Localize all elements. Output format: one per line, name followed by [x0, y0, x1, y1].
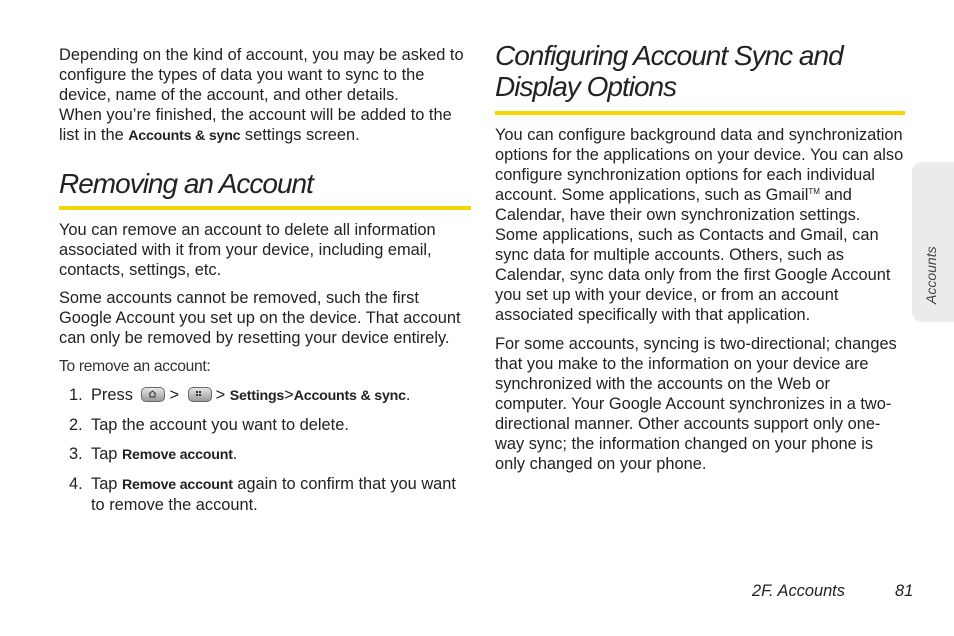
- remove-paragraph-1: You can remove an account to delete all information associated with it from your device, including email, contacts, settings, etc.: [59, 221, 436, 279]
- removing-account-heading: Removing an Account: [59, 168, 313, 199]
- sync-paragraph-2: Some applications, such as Contacts and Gmail, can sync data for multiple accounts. Others, such as Calendar, sync data only from the first Google Account you set up with your device, or from an account associated specifically with that application.: [495, 226, 891, 324]
- paragraph-text: and Calendar, have their own synchronization settings.: [495, 186, 861, 224]
- section-side-tab: [912, 162, 954, 322]
- intro-paragraph-2: [59, 105, 471, 146]
- left-column: [59, 45, 471, 515]
- step-separator: >: [169, 386, 180, 404]
- step-text: Tap the account you want to delete.: [91, 416, 349, 434]
- home-key-icon: [141, 387, 165, 402]
- step-separator: >: [284, 386, 294, 404]
- trademark-mark: TM: [808, 187, 820, 196]
- accounts-sync-label: Accounts & sync: [128, 128, 241, 144]
- step-separator: >: [215, 386, 226, 404]
- list-item: [59, 444, 471, 465]
- list-item: [59, 415, 471, 435]
- menu-key-icon: [188, 387, 212, 402]
- step-text: Press: [91, 386, 133, 404]
- remove-account-label: Remove account: [121, 447, 233, 463]
- list-item: [59, 385, 471, 406]
- step-number: 1.: [69, 386, 83, 404]
- step-number: 2.: [69, 416, 83, 434]
- configuring-sync-heading: Configuring Account Sync and Display Options: [495, 40, 843, 102]
- intro-text-end: settings screen.: [240, 126, 360, 144]
- remove-paragraph-2: Some accounts cannot be removed, such the first Google Account you set up on the device. That account can only be removed by resetting your device entirely.: [59, 289, 461, 347]
- intro-text: When you’re finished, the account will be added to the list in the: [59, 106, 452, 144]
- intro-paragraph-1: Depending on the kind of account, you may be asked to configure the types of data you want to sync to the device, name of the account, and other details.: [59, 46, 464, 104]
- step-number: 3.: [69, 445, 83, 463]
- step-end: again to confirm that you want to remove the account.: [91, 475, 456, 514]
- footer-section-label: 2F. Accounts: [752, 582, 845, 600]
- page-number: 81: [895, 582, 914, 600]
- step-number: 4.: [69, 475, 83, 493]
- accounts-sync-label: Accounts & sync: [293, 388, 406, 404]
- step-end: .: [232, 445, 238, 463]
- right-column: [495, 40, 905, 474]
- step-end: .: [405, 386, 411, 404]
- remove-account-label: Remove account: [121, 477, 233, 493]
- step-text: Tap: [91, 445, 122, 463]
- settings-label: Settings: [229, 388, 285, 404]
- list-item: [59, 474, 471, 515]
- step-text: Tap: [91, 475, 122, 493]
- heading-rule: [59, 206, 471, 210]
- sync-paragraph-1: [495, 125, 905, 225]
- steps-list: [59, 385, 471, 515]
- paragraph-text: You can configure background data and synchronization options for the applications on your device. You can also configure synchronization options for each individual account. Some applications, such as Gmail: [495, 126, 904, 204]
- heading-rule: [495, 111, 905, 115]
- side-tab-label: Accounts: [923, 246, 939, 304]
- procedure-intro: To remove an account:: [59, 358, 211, 375]
- sync-paragraph-3: For some accounts, syncing is two-directional; changes that you make to the information on your device are synchronized with the accounts on the Web or computer. Your Google Account synchronizes in a two-directional manner. Other accounts support only one-way sync; the information changed on your phone is only changed on your phone.: [495, 335, 897, 473]
